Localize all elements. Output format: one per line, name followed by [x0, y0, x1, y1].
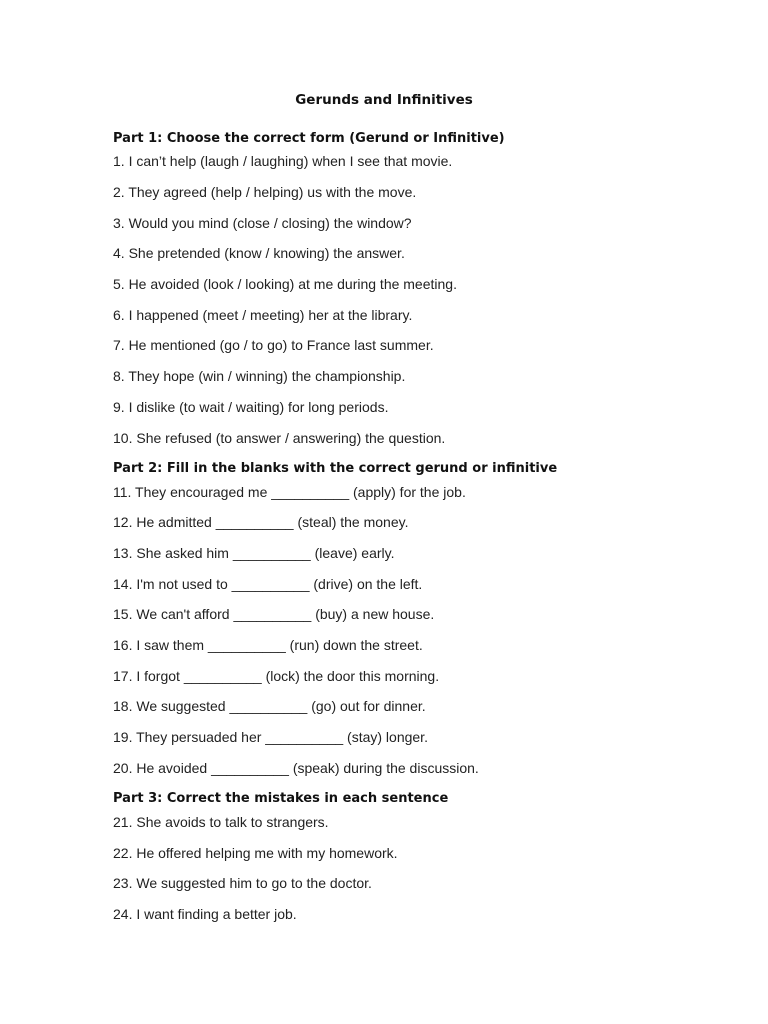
question-1: 1. I can’t help (laugh / laughing) when I see that movie.: [113, 153, 453, 169]
question-2: 2. They agreed (help / helping) us with the move.: [113, 184, 417, 200]
part-1-heading: Part 1: Choose the correct form (Gerund or Infinitive): [113, 131, 505, 146]
question-20: 20. He avoided __________ (speak) during the discussion.: [113, 760, 479, 776]
question-7: 7. He mentioned (go / to go) to France last summer.: [113, 337, 434, 353]
question-24: 24. I want finding a better job.: [113, 906, 297, 922]
question-12: 12. He admitted __________ (steal) the money.: [113, 514, 409, 530]
question-13: 13. She asked him __________ (leave) early.: [113, 545, 395, 561]
question-10: 10. She refused (to answer / answering) the question.: [113, 430, 446, 446]
question-16: 16. I saw them __________ (run) down the street.: [113, 637, 423, 653]
question-3: 3. Would you mind (close / closing) the window?: [113, 215, 412, 231]
question-11: 11. They encouraged me __________ (apply) for the job.: [113, 484, 466, 500]
question-21: 21. She avoids to talk to strangers.: [113, 814, 329, 830]
question-19: 19. They persuaded her __________ (stay) longer.: [113, 729, 428, 745]
page-title: Gerunds and Infinitives: [295, 92, 473, 108]
question-9: 9. I dislike (to wait / waiting) for long periods.: [113, 399, 389, 415]
question-18: 18. We suggested __________ (go) out for dinner.: [113, 698, 426, 714]
part-3-heading: Part 3: Correct the mistakes in each sentence: [113, 791, 449, 806]
question-4: 4. She pretended (know / knowing) the answer.: [113, 245, 405, 261]
question-14: 14. I'm not used to __________ (drive) on the left.: [113, 576, 423, 592]
question-8: 8. They hope (win / winning) the championship.: [113, 368, 406, 384]
part-2-heading: Part 2: Fill in the blanks with the correct gerund or infinitive: [113, 461, 558, 476]
question-23: 23. We suggested him to go to the doctor.: [113, 875, 372, 891]
question-22: 22. He offered helping me with my homework.: [113, 845, 398, 861]
question-6: 6. I happened (meet / meeting) her at the library.: [113, 307, 413, 323]
question-15: 15. We can't afford __________ (buy) a new house.: [113, 606, 435, 622]
question-5: 5. He avoided (look / looking) at me during the meeting.: [113, 276, 457, 292]
question-17: 17. I forgot __________ (lock) the door this morning.: [113, 668, 440, 684]
